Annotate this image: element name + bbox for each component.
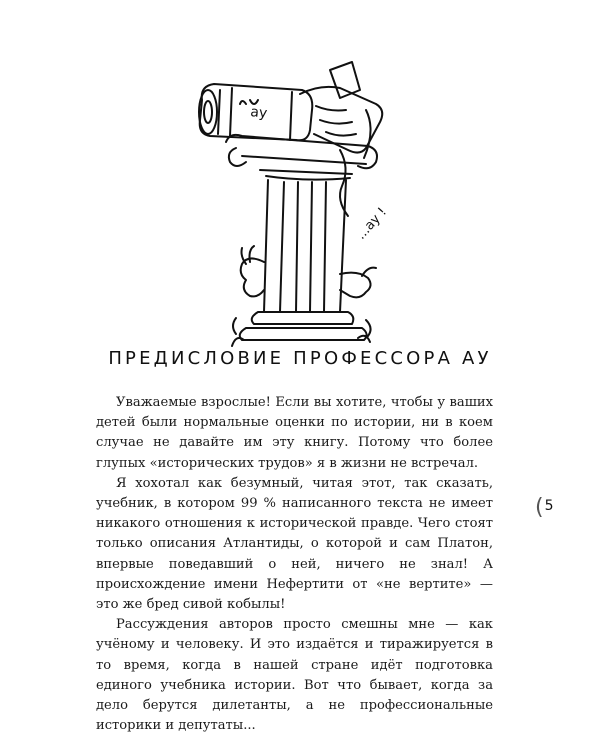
body-text [96, 393, 493, 736]
page-title: ПРЕДИСЛОВИЕ ПРОФЕССОРА АУ [108, 348, 492, 369]
column-shaft [264, 180, 346, 312]
page-number [535, 495, 554, 520]
scroll-label-text: ау [249, 104, 269, 122]
column-capital [226, 135, 377, 180]
left-hand [241, 246, 264, 296]
right-hand [340, 268, 376, 298]
speech-text: ...ау ! [353, 204, 391, 243]
paragraph-3: Рассуждения авторов просто смешны мне — как учёному и человеку. И это издаётся и тиражируется в то время, когда в нашей стране идёт подготовка единого учебника истории. Вот что бывает, когда за дело берутся дилетанты, а не профессиональные историки и депутаты... [96, 617, 493, 734]
column-base [232, 312, 371, 346]
ionic-column-drawing [180, 50, 420, 350]
paragraph-2: Я хохотал как безумный, читая этот, так сказать, учебник, в котором 99 % написанного текста не имеет никакого отношения к исторической правде. Чего стоят только описания Атлантиды, о которой и сам Платон, впервые поведавший о ней, ничего не знал! А происхождение имени Нефертити от «не вертите» — это же бред сивой кобылы! [96, 475, 493, 613]
paragraph-1: Уважаемые взрослые! Если вы хотите, чтобы у ваших детей были нормальные оценки по истории, ни в коем случае не давайте им эту книгу. Потому что более глупых «исторических трудов» я в жизни не встречал. [96, 395, 493, 471]
page-number-bracket: ( [535, 495, 544, 520]
column-illustration [180, 50, 420, 350]
page-number-value: 5 [544, 498, 554, 514]
